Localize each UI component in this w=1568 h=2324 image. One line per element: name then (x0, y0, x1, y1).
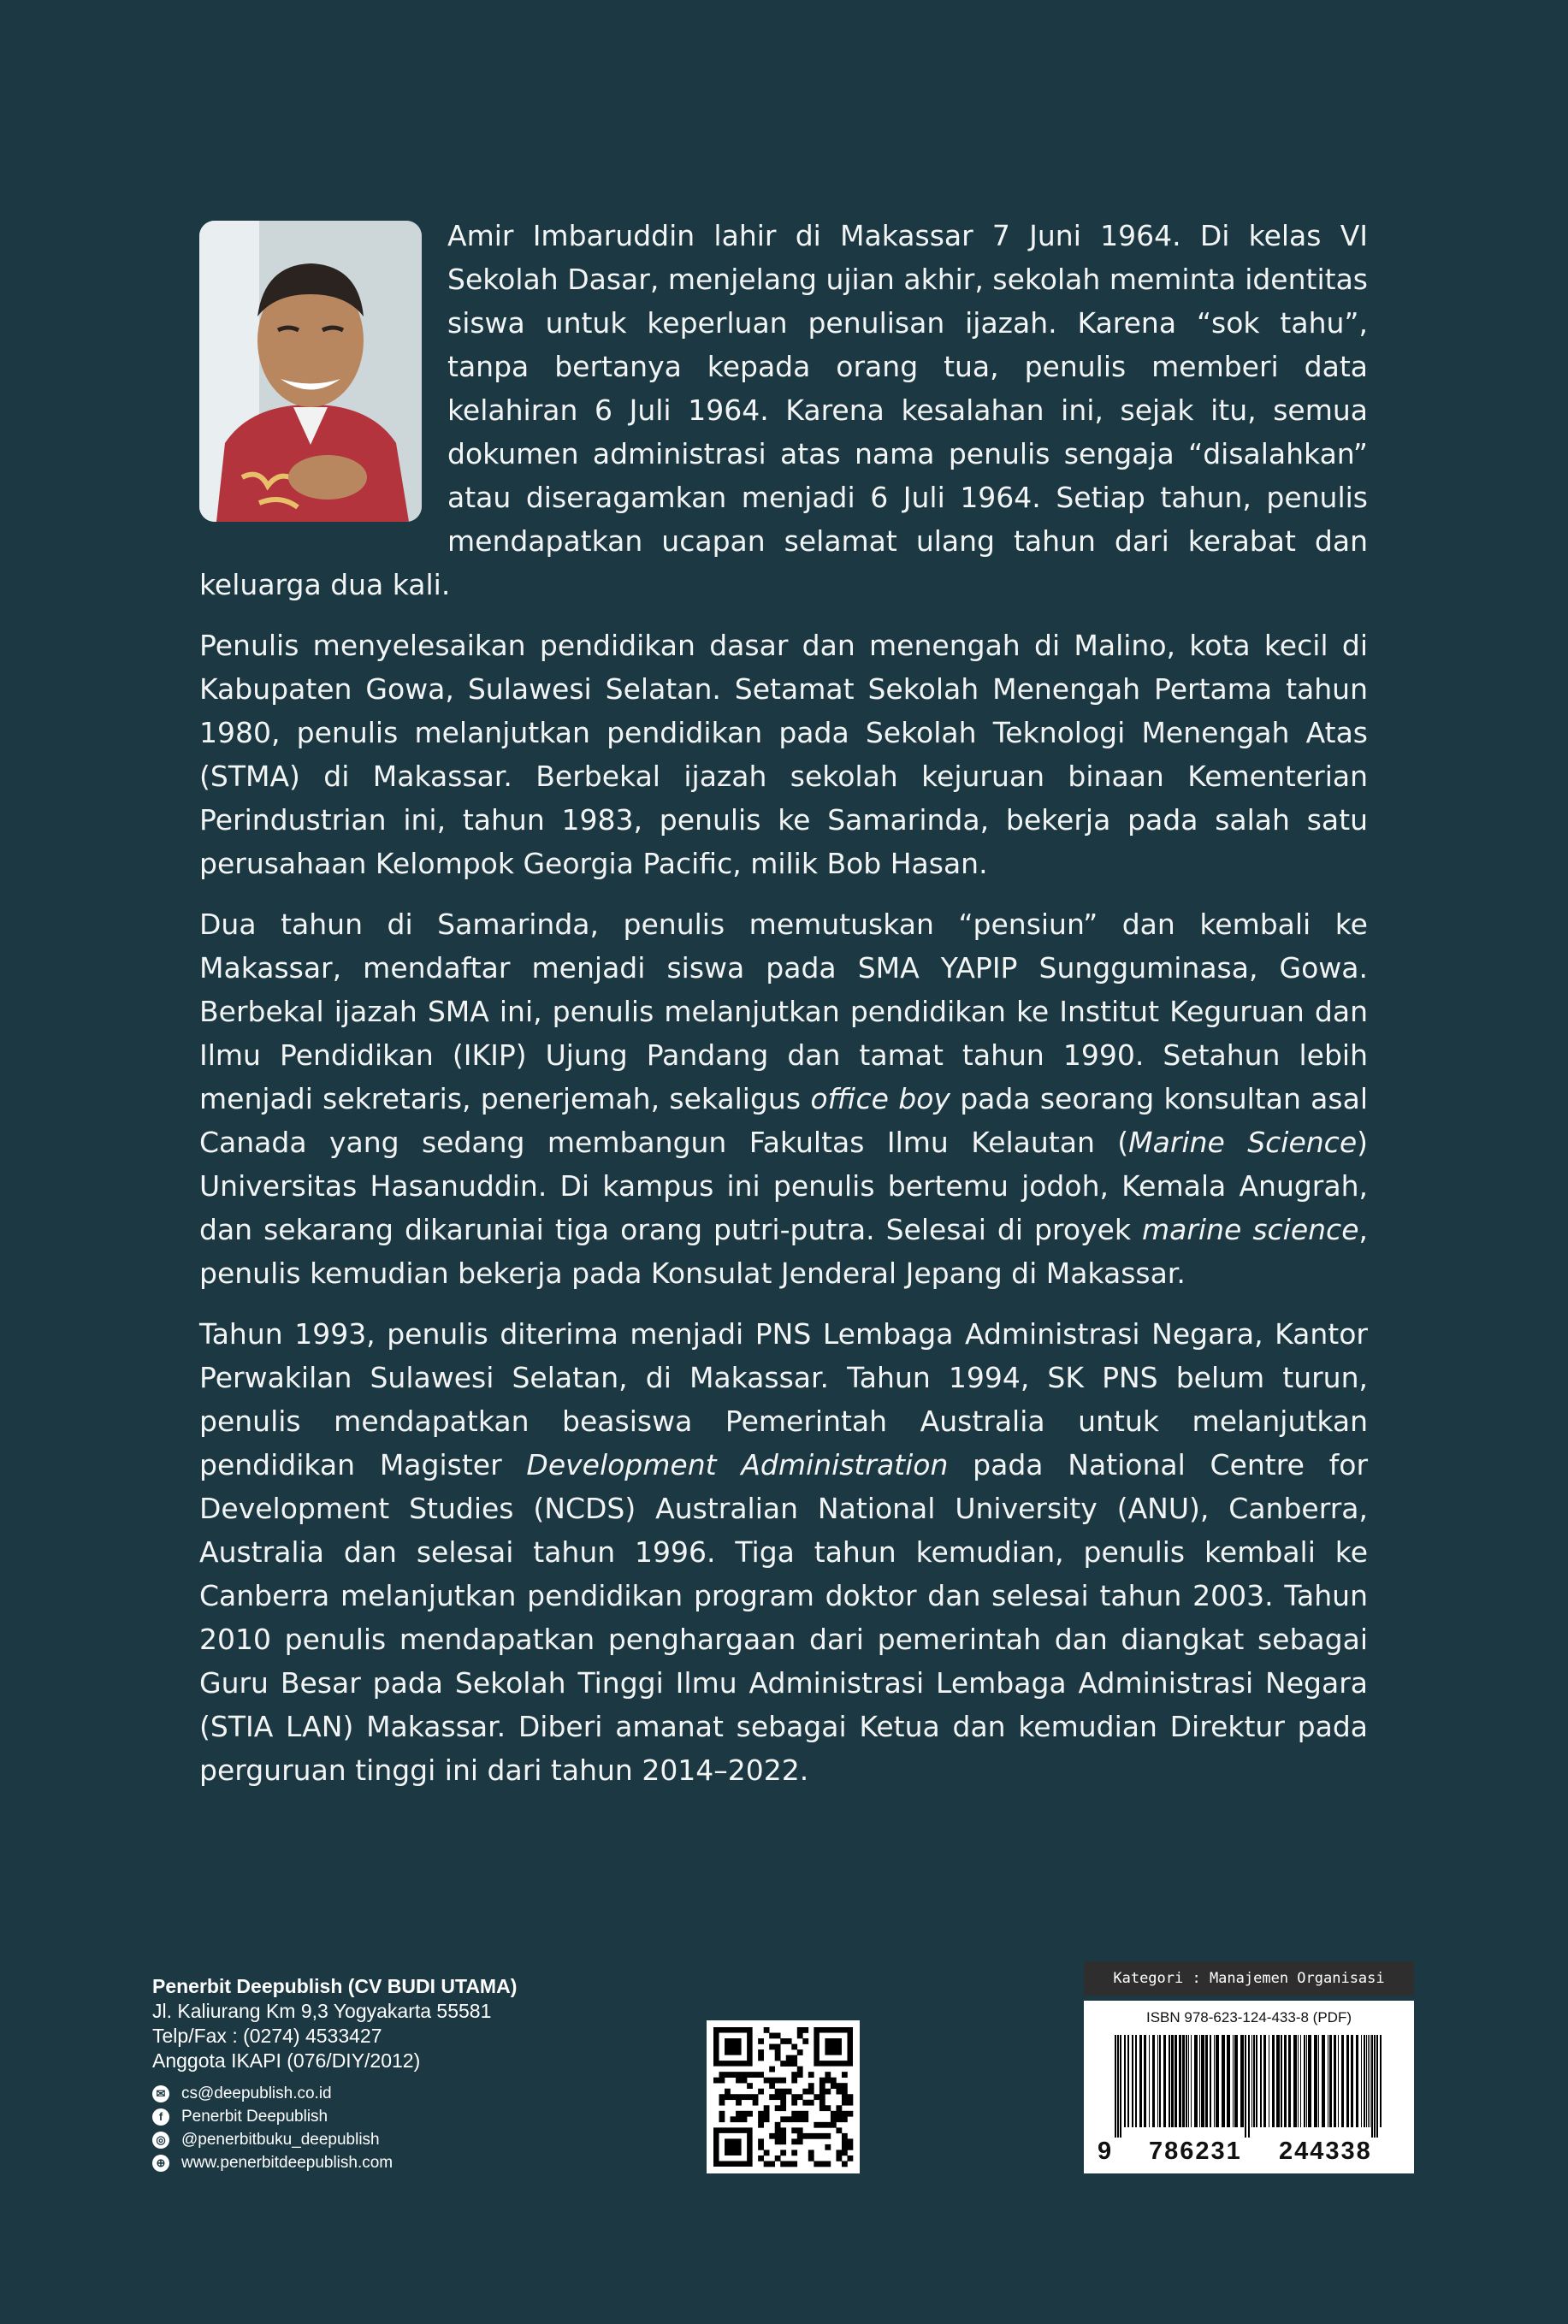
barcode-bars (1115, 2035, 1383, 2138)
publisher-name: Penerbit Deepublish (CV BUDI UTAMA) (152, 1975, 518, 1997)
instagram-icon: ◎ (152, 2132, 169, 2149)
facebook-icon: f (152, 2108, 169, 2126)
isbn-barcode-box (1084, 1961, 1414, 2173)
bio-paragraph-3: Dua tahun di Samarinda, penulis memutuskan “pensiun” dan kembali ke Makassar, mendaftar menjadi siswa pada SMA YAPIP Sungguminasa, Gowa. Berbekal ijazah SMA ini, penulis melanjutkan pendidikan ke Institut Keguruan dan Ilmu Pendidikan (IKIP) Ujung Pandang dan tamat tahun 1990. Setahun lebih menjadi sekretaris, penerjemah, sekaligus office boy pada seorang konsultan asal Canada yang sedang membangun Fakultas Ilmu Kelautan (Marine Science) Universitas Hasanuddin. Di kampus ini penulis bertemu jodoh, Kemala Anugrah, dan sekarang dikaruniai tiga orang putri-putra. Selesai di proyek marine science, penulis kemudian bekerja pada Konsulat Jenderal Jepang di Makassar. (199, 908, 1368, 1290)
barcode-panel: ISBN 978-623-124-433-8 (PDF) 9 786231 244338 (1084, 2001, 1414, 2173)
bio-paragraph-1: Amir Imbaruddin lahir di Makassar 7 Juni 1964. Di kelas VI Sekolah Dasar, menjelang ujian akhir, sekolah meminta identitas siswa untuk keperluan penulisan ijazah. Karena “sok tahu”, tanpa bertanya kepada orang tua, penulis memberi data kelahiran 6 Juli 1964. Karena kesalahan ini, sejak itu, semua dokumen administrasi atas nama penulis sengaja “disalahkan” atau diseragamkan menjadi 6 Juli 1964. Setiap tahun, penulis mendapatkan ucapan selamat ulang tahun dari kerabat dan keluarga dua kali. (199, 219, 1368, 601)
email-icon: ✉ (152, 2085, 169, 2102)
qr-code (707, 2020, 860, 2173)
bio-paragraph-4: Tahun 1993, penulis diterima menjadi PNS Lembaga Administrasi Negara, Kantor Perwakilan Sulawesi Selatan, di Makassar. Tahun 1994, SK PNS belum turun, penulis mendapatkan beasiswa Pemerintah Australia untuk melanjutkan pendidikan Magister Development Administration pada National Centre for Development Studies (NCDS) Australian National University (ANU), Canberra, Australia dan selesai tahun 1996. Tiga tahun kemudian, penulis kembali ke Canberra melanjutkan pendidikan program doktor dan selesai tahun 2003. Tahun 2010 penulis mendapatkan penghargaan dari pemerintah dan diangkat sebagai Guru Besar pada Sekolah Tinggi Ilmu Administrasi Lembaga Administrasi Negara (STIA LAN) Makassar. Diberi amanat sebagai Ketua dan kemudian Direktur pada perguruan tinggi ini dari tahun 2014–2022. (199, 1317, 1369, 1787)
contact-email[interactable]: ✉ cs@deepublish.co.id (152, 2082, 517, 2105)
bio-paragraph-2: Penulis menyelesaikan pendidikan dasar dan menengah di Malino, kota kecil di Kabupaten Gowa, Sulawesi Selatan. Setamat Sekolah Menengah Pertama tahun 1980, penulis melanjutkan pendidikan pada Sekolah Teknologi Menengah Atas (STMA) di Makassar. Berbekal ijazah sekolah kejuruan binaan Kementerian Perindustrian ini, tahun 1983, penulis ke Samarinda, bekerja pada salah satu perusahaan Kelompok Georgia Pacific, milik Bob Hasan. (199, 629, 1368, 880)
publisher-membership: Anggota IKAPI (076/DIY/2012) (152, 2049, 421, 2072)
book-category: Kategori : Manajemen Organisasi (1084, 1961, 1414, 1996)
contact-website[interactable]: ⊕ www.penerbitdeepublish.com (152, 2151, 517, 2174)
contact-instagram[interactable]: ◎ @penerbitbuku_deepublish (152, 2128, 517, 2151)
globe-icon: ⊕ (152, 2155, 169, 2172)
publisher-contacts (152, 2082, 517, 2174)
author-bio (199, 214, 1368, 1809)
author-photo (199, 221, 422, 522)
isbn-number: ISBN 978-623-124-433-8 (PDF) (1145, 2009, 1352, 2025)
publisher-phone: Telp/Fax : (0274) 4533427 (152, 2025, 382, 2047)
publisher-address: Jl. Kaliurang Km 9,3 Yogyakarta 55581 (152, 2000, 492, 2022)
contact-facebook[interactable]: f Penerbit Deepublish (152, 2105, 517, 2128)
publisher-info (152, 1974, 517, 2174)
